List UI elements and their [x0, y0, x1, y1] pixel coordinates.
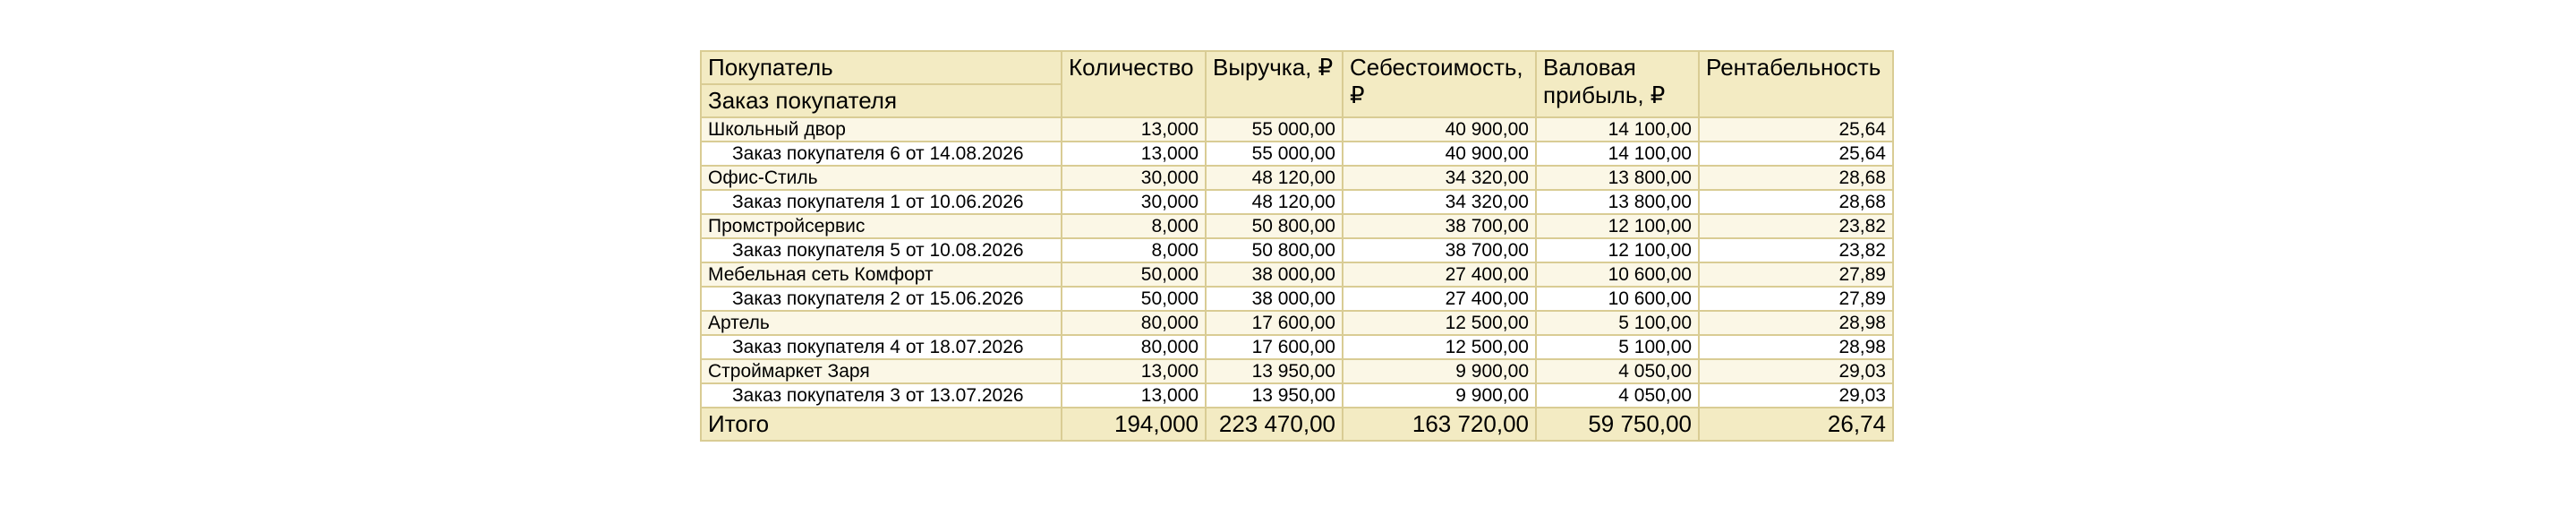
buyer-row[interactable]: [701, 166, 1893, 190]
cell-revenue: 13 950,00: [1206, 383, 1343, 408]
buyer-name[interactable]: Артель: [701, 311, 1062, 335]
cell-gross-profit: 12 100,00: [1536, 238, 1699, 262]
cell-gross-profit: 12 100,00: [1536, 214, 1699, 238]
cell-revenue: 38 000,00: [1206, 262, 1343, 287]
cell-qty: 8,000: [1062, 238, 1206, 262]
header-revenue[interactable]: Выручка, ₽: [1206, 51, 1343, 117]
buyer-name[interactable]: Офис-Стиль: [701, 166, 1062, 190]
cell-revenue: 17 600,00: [1206, 335, 1343, 359]
order-name[interactable]: Заказ покупателя 5 от 10.08.2026: [701, 238, 1062, 262]
buyer-name[interactable]: Мебельная сеть Комфорт: [701, 262, 1062, 287]
cell-revenue: 55 000,00: [1206, 142, 1343, 166]
buyer-row[interactable]: [701, 311, 1893, 335]
total-row: [701, 408, 1893, 441]
cell-cost: 27 400,00: [1343, 287, 1536, 311]
cell-gross-profit: 4 050,00: [1536, 383, 1699, 408]
order-name[interactable]: Заказ покупателя 2 от 15.06.2026: [701, 287, 1062, 311]
cell-gross-profit: 14 100,00: [1536, 142, 1699, 166]
total-label: Итого: [701, 408, 1062, 441]
cell-qty: 80,000: [1062, 311, 1206, 335]
cell-profitability: 28,68: [1699, 190, 1893, 214]
cell-cost: 40 900,00: [1343, 117, 1536, 142]
sales-report-table: [700, 50, 1894, 442]
buyer-name[interactable]: Строймаркет Заря: [701, 359, 1062, 383]
cell-profitability: 27,89: [1699, 287, 1893, 311]
cell-gross-profit: 14 100,00: [1536, 117, 1699, 142]
cell-cost: 9 900,00: [1343, 383, 1536, 408]
cell-gross-profit: 5 100,00: [1536, 311, 1699, 335]
order-row[interactable]: [701, 238, 1893, 262]
cell-revenue: 50 800,00: [1206, 238, 1343, 262]
cell-qty: 30,000: [1062, 190, 1206, 214]
cell-gross-profit: 5 100,00: [1536, 335, 1699, 359]
order-name[interactable]: Заказ покупателя 3 от 13.07.2026: [701, 383, 1062, 408]
cell-profitability: 27,89: [1699, 262, 1893, 287]
cell-profitability: 29,03: [1699, 383, 1893, 408]
cell-qty: 13,000: [1062, 117, 1206, 142]
cell-cost: 34 320,00: [1343, 190, 1536, 214]
buyer-row[interactable]: [701, 117, 1893, 142]
cell-revenue: 38 000,00: [1206, 287, 1343, 311]
buyer-row[interactable]: [701, 214, 1893, 238]
cell-profitability: 23,82: [1699, 214, 1893, 238]
cell-cost: 12 500,00: [1343, 335, 1536, 359]
cell-gross-profit: 13 800,00: [1536, 190, 1699, 214]
cell-profitability: 29,03: [1699, 359, 1893, 383]
order-row[interactable]: [701, 142, 1893, 166]
buyer-row[interactable]: [701, 359, 1893, 383]
order-row[interactable]: [701, 190, 1893, 214]
cell-revenue: 17 600,00: [1206, 311, 1343, 335]
total-revenue: 223 470,00: [1206, 408, 1343, 441]
buyer-name[interactable]: Школьный двор: [701, 117, 1062, 142]
buyer-row[interactable]: [701, 262, 1893, 287]
cell-gross-profit: 10 600,00: [1536, 262, 1699, 287]
buyer-name[interactable]: Промстройсервис: [701, 214, 1062, 238]
cell-cost: 34 320,00: [1343, 166, 1536, 190]
cell-qty: 50,000: [1062, 262, 1206, 287]
cell-profitability: 23,82: [1699, 238, 1893, 262]
cell-revenue: 48 120,00: [1206, 190, 1343, 214]
cell-revenue: 50 800,00: [1206, 214, 1343, 238]
header-qty[interactable]: Количество: [1062, 51, 1206, 117]
cell-cost: 38 700,00: [1343, 238, 1536, 262]
cell-revenue: 13 950,00: [1206, 359, 1343, 383]
cell-cost: 27 400,00: [1343, 262, 1536, 287]
cell-qty: 8,000: [1062, 214, 1206, 238]
cell-profitability: 25,64: [1699, 142, 1893, 166]
total-gross-profit: 59 750,00: [1536, 408, 1699, 441]
cell-cost: 40 900,00: [1343, 142, 1536, 166]
cell-gross-profit: 10 600,00: [1536, 287, 1699, 311]
cell-cost: 9 900,00: [1343, 359, 1536, 383]
cell-profitability: 28,98: [1699, 311, 1893, 335]
cell-qty: 30,000: [1062, 166, 1206, 190]
header-buyer[interactable]: Покупатель: [701, 51, 1062, 84]
order-name[interactable]: Заказ покупателя 6 от 14.08.2026: [701, 142, 1062, 166]
order-row[interactable]: [701, 383, 1893, 408]
cell-qty: 13,000: [1062, 383, 1206, 408]
cell-profitability: 28,68: [1699, 166, 1893, 190]
cell-qty: 50,000: [1062, 287, 1206, 311]
header-order[interactable]: Заказ покупателя: [701, 84, 1062, 117]
order-row[interactable]: [701, 287, 1893, 311]
header-row: [701, 51, 1893, 84]
total-profitability: 26,74: [1699, 408, 1893, 441]
cell-cost: 12 500,00: [1343, 311, 1536, 335]
total-qty: 194,000: [1062, 408, 1206, 441]
cell-gross-profit: 13 800,00: [1536, 166, 1699, 190]
cell-profitability: 25,64: [1699, 117, 1893, 142]
order-row[interactable]: [701, 335, 1893, 359]
order-name[interactable]: Заказ покупателя 1 от 10.06.2026: [701, 190, 1062, 214]
cell-qty: 13,000: [1062, 142, 1206, 166]
cell-cost: 38 700,00: [1343, 214, 1536, 238]
cell-revenue: 48 120,00: [1206, 166, 1343, 190]
order-name[interactable]: Заказ покупателя 4 от 18.07.2026: [701, 335, 1062, 359]
cell-gross-profit: 4 050,00: [1536, 359, 1699, 383]
cell-revenue: 55 000,00: [1206, 117, 1343, 142]
header-gross-profit[interactable]: Валовая прибыль, ₽: [1536, 51, 1699, 117]
header-cost[interactable]: Себестоимость, ₽: [1343, 51, 1536, 117]
cell-profitability: 28,98: [1699, 335, 1893, 359]
cell-qty: 13,000: [1062, 359, 1206, 383]
header-profitability[interactable]: Рентабельность: [1699, 51, 1893, 117]
total-cost: 163 720,00: [1343, 408, 1536, 441]
cell-qty: 80,000: [1062, 335, 1206, 359]
